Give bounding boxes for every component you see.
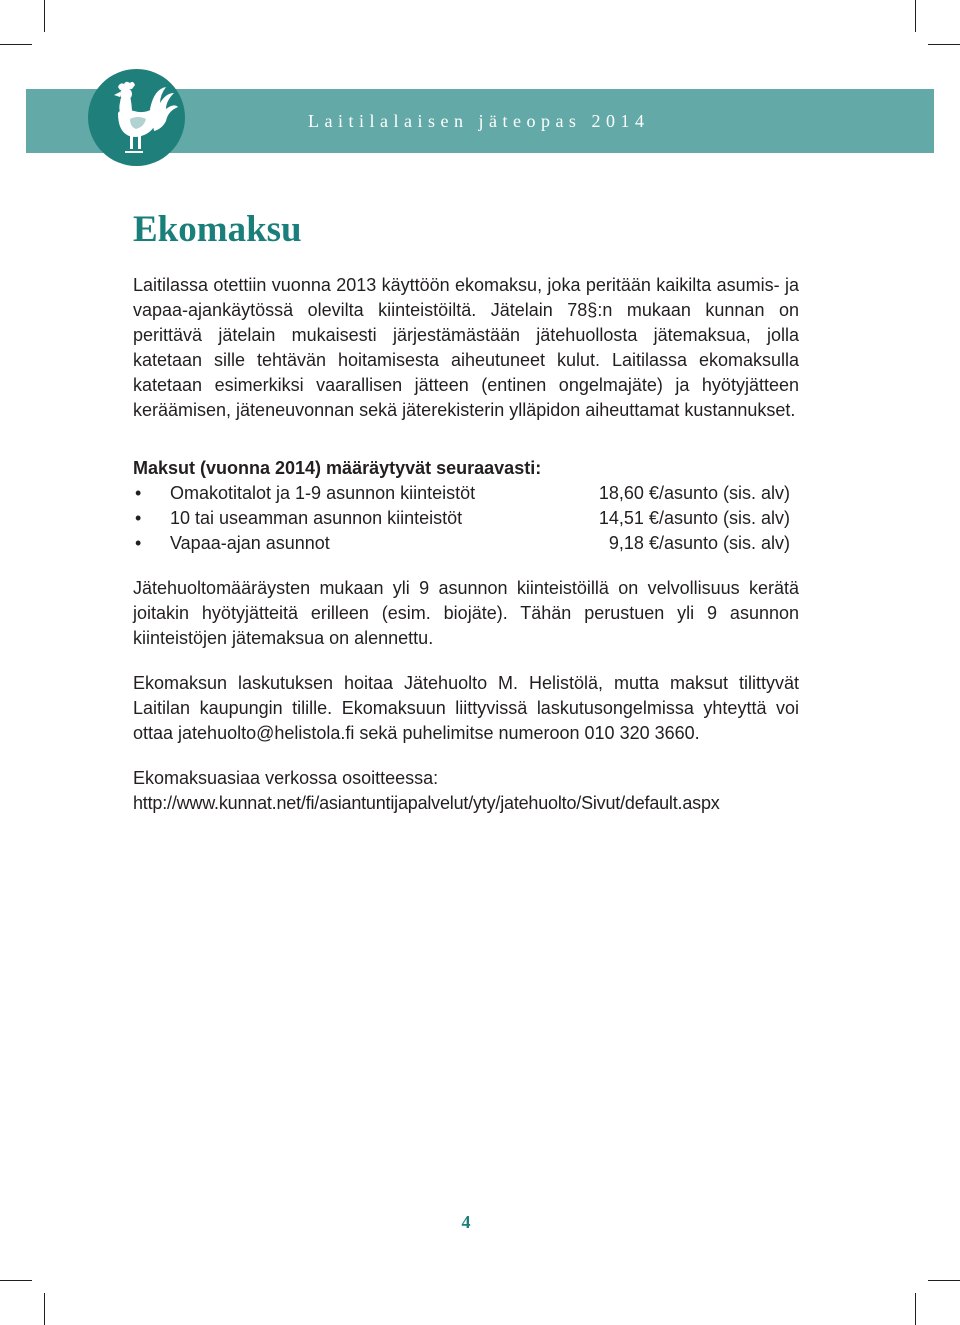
crop-mark: [928, 1280, 960, 1281]
rooster-icon: [88, 69, 185, 166]
crop-mark: [928, 44, 960, 45]
logo: [88, 69, 185, 166]
fees-heading: Maksut (vuonna 2014) määräytyvät seuraavasti:: [133, 458, 542, 478]
fee-label: Omakotitalot ja 1-9 asunnon kiinteistöt: [170, 483, 476, 503]
crop-mark: [0, 44, 32, 45]
bullet: •: [135, 483, 142, 503]
sorting-paragraph: Jätehuoltomääräysten mukaan yli 9 asunnon kiinteistöillä on velvollisuus kerätä joitakin hyötyjätteitä erilleen (esim. biojäte). Tähän perustuen yli 9 asunnon kiinteistöjen jätemaksua on alennettu.: [133, 578, 799, 648]
bullet: •: [135, 508, 142, 528]
fee-price: 18,60 €/asunto (sis. alv): [598, 483, 790, 503]
web-label: Ekomaksuasiaa verkossa osoitteessa:: [133, 768, 439, 788]
crop-mark: [915, 0, 916, 32]
banner-title: Laitilalaisen jäteopas 2014: [308, 111, 650, 131]
bullet: •: [135, 533, 142, 553]
crop-mark: [44, 1293, 45, 1325]
fee-label: Vapaa-ajan asunnot: [170, 533, 330, 553]
page-title: Ekomaksu: [133, 209, 302, 250]
crop-mark: [0, 1280, 32, 1281]
crop-mark: [44, 0, 45, 32]
article-body: [133, 273, 799, 816]
fee-price: 14,51 €/asunto (sis. alv): [598, 508, 790, 528]
fee-label: 10 tai useamman asunnon kiinteistöt: [170, 508, 463, 528]
fee-item: [133, 531, 799, 556]
crop-mark: [915, 1293, 916, 1325]
fee-item: [133, 506, 799, 531]
fee-list: [133, 481, 799, 556]
billing-paragraph: Ekomaksun laskutuksen hoitaa Jätehuolto M. Helistölä, mutta maksut tilittyvät Laitilan kaupungin tilille. Ekomaksuun liittyvissä laskutusongelmissa yhteyttä voi ottaa jatehuolto@helistola.fi sekä puhelimitse numeroon 010 320 3660.: [133, 673, 799, 743]
fee-item: [133, 481, 799, 506]
intro-paragraph: Laitilassa otettiin vuonna 2013 käyttöön ekomaksu, joka peritään kaikilta asumis- ja vapaa-ajankäytössä olevilta kiinteistöiltä. Jätelain 78§:n mukaan kunnan on perittävä jätelain mukaisesti järjestämästään jätehuollosta jätemaksua, jolla katetaan sille tehtävän hoitamisesta aiheutuneet kulut. Laitilassa ekomaksulla katetaan esimerkiksi vaarallisen jätteen (entinen ongelmajäte) ja hyötyjätteen keräämisen, jäteneuvonnan sekä jäterekisterin ylläpidon aiheuttamat kustannukset.: [133, 275, 799, 420]
page-number: 4: [461, 1212, 471, 1232]
fee-price: 9,18 €/asunto (sis. alv): [608, 533, 790, 553]
web-link[interactable]: http://www.kunnat.net/fi/asiantuntijapalvelut/yty/jatehuolto/Sivut/default.aspx: [133, 793, 720, 813]
